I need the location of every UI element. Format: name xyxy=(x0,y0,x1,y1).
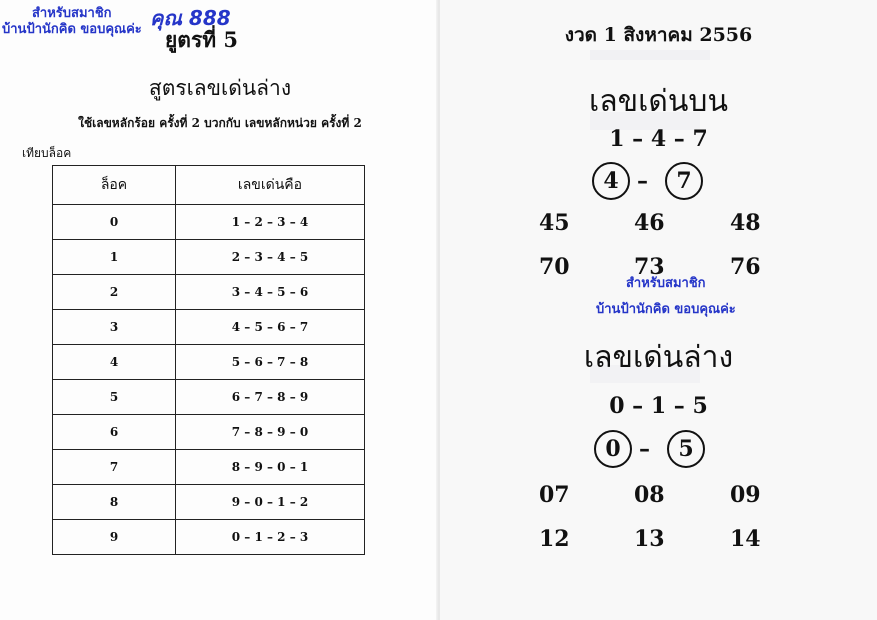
table-row xyxy=(53,275,365,310)
upper-number: 45 xyxy=(539,210,570,236)
number-cell: 8 – 9 – 0 – 1 xyxy=(176,450,365,485)
circled-number: 5 xyxy=(667,430,705,468)
upper-number: 48 xyxy=(730,210,761,236)
number-cell: 2 – 3 – 4 – 5 xyxy=(176,240,365,275)
number-cell: 5 – 6 – 7 – 8 xyxy=(176,345,365,380)
show-through-mark xyxy=(590,50,710,60)
upper-number: 76 xyxy=(730,254,761,280)
lock-cell: 9 xyxy=(53,520,176,555)
number-cell: 1 – 2 – 3 – 4 xyxy=(176,205,365,240)
lock-cell: 8 xyxy=(53,485,176,520)
lock-cell: 1 xyxy=(53,240,176,275)
instruction-text: ใช้เลขหลักร้อย ครั้งที่ 2 บวกกับ เลขหลักหน่วย ครั้งที่ 2 xyxy=(78,116,362,130)
lower-title: เลขเด่นล่าง xyxy=(583,340,734,375)
table-row xyxy=(53,380,365,415)
lower-number: 12 xyxy=(539,526,570,552)
member-note-right: สำหรับสมาชิก xyxy=(626,276,706,291)
draw-date: งวด 1 สิงหาคม 2556 xyxy=(564,24,753,46)
number-cell: 9 – 0 – 1 – 2 xyxy=(176,485,365,520)
lock-cell: 6 xyxy=(53,415,176,450)
lock-cell: 4 xyxy=(53,345,176,380)
number-cell: 7 – 8 – 9 – 0 xyxy=(176,415,365,450)
formula-number: ยูตรที่ 5 xyxy=(165,27,238,52)
lower-number: 08 xyxy=(634,482,665,508)
table-row xyxy=(53,205,365,240)
brand-label: คุณ 888 xyxy=(150,6,231,30)
circled-number: 7 xyxy=(665,162,703,200)
lower-number: 07 xyxy=(539,482,570,508)
number-cell: 0 – 1 – 2 – 3 xyxy=(176,520,365,555)
table-row xyxy=(53,415,365,450)
table-row xyxy=(53,485,365,520)
column-header-number: เลขเด่นคือ xyxy=(176,166,365,205)
lock-cell: 0 xyxy=(53,205,176,240)
upper-number: 70 xyxy=(539,254,570,280)
circle-dash: – xyxy=(639,436,650,462)
number-cell: 6 – 7 – 8 – 9 xyxy=(176,380,365,415)
lock-cell: 5 xyxy=(53,380,176,415)
compare-label: เทียบล็อค xyxy=(22,146,72,160)
lower-number: 09 xyxy=(730,482,761,508)
table-header-row xyxy=(53,166,365,205)
lock-cell: 3 xyxy=(53,310,176,345)
table-row xyxy=(53,310,365,345)
lock-cell: 2 xyxy=(53,275,176,310)
upper-title: เลขเด่นบน xyxy=(589,84,728,119)
table-row xyxy=(53,240,365,275)
upper-sequence: 1 – 4 – 7 xyxy=(609,126,708,152)
number-cell: 4 – 5 – 6 – 7 xyxy=(176,310,365,345)
circled-number: 4 xyxy=(592,162,630,200)
table-row xyxy=(53,520,365,555)
column-header-lock: ล็อค xyxy=(53,166,176,205)
lower-sequence: 0 – 1 – 5 xyxy=(609,393,708,419)
upper-number: 73 xyxy=(634,254,665,280)
lock-cell: 7 xyxy=(53,450,176,485)
table-row xyxy=(53,450,365,485)
thanks-note: บ้านป้านักคิด ขอบคุณค่ะ xyxy=(2,22,142,37)
circled-number: 0 xyxy=(594,430,632,468)
circle-dash: – xyxy=(637,168,648,194)
table-row xyxy=(53,345,365,380)
thanks-note-right: บ้านป้านักคิด ขอบคุณค่ะ xyxy=(596,302,736,317)
number-cell: 3 – 4 – 5 – 6 xyxy=(176,275,365,310)
upper-number: 46 xyxy=(634,210,665,236)
lower-number: 14 xyxy=(730,526,761,552)
right-page xyxy=(440,0,877,620)
lock-table xyxy=(52,165,365,555)
member-note: สำหรับสมาชิก xyxy=(32,6,112,21)
page-heading: สูตรเลขเด่นล่าง xyxy=(148,76,292,100)
lower-number: 13 xyxy=(634,526,665,552)
